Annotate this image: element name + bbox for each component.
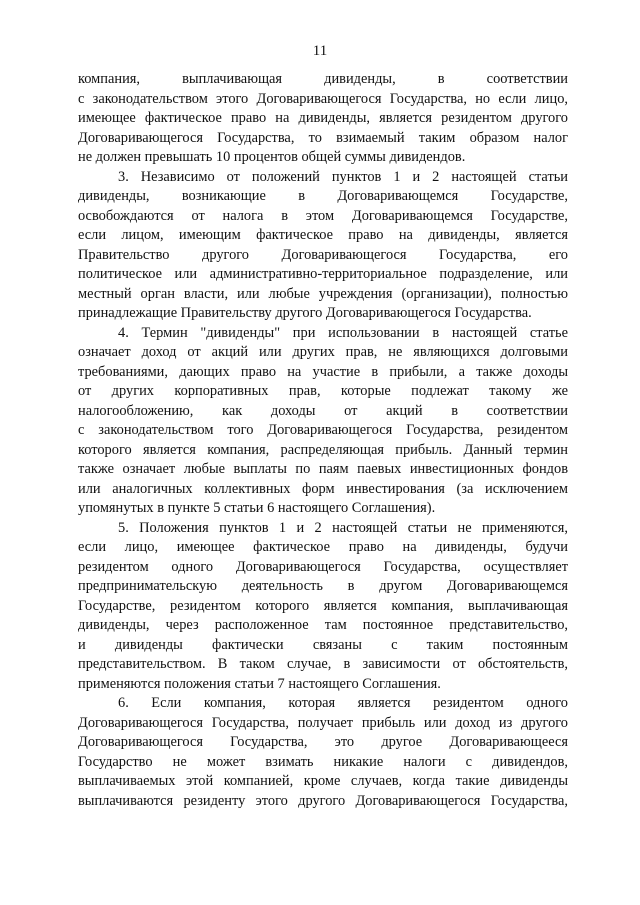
text-line: имеющее фактическое право на дивиденды, является резидентом другого — [78, 110, 568, 126]
text-line: дивиденды, через расположенное там постоянное представительство, — [78, 617, 568, 633]
text-line: если лицо, имеющее фактическое право на дивиденды, будучи — [78, 539, 568, 555]
text-line: применяются положения статьи 7 настоящего Соглашения. — [78, 675, 441, 692]
page-number: 11 — [312, 43, 328, 59]
text-line: если лицом, имеющим фактическое право на дивиденды, является — [78, 227, 568, 243]
text-line: 3. Независимо от положений пунктов 1 и 2 настоящей статьи — [118, 168, 568, 185]
text-line: также означает любые выплаты по паям паевых инвестиционных фондов — [78, 461, 568, 477]
paragraph-3 — [78, 168, 568, 324]
text-line: которого является компания, распределяющая прибыль. Данный термин — [78, 441, 568, 458]
text-line: Договаривающегося Государства, это другое Договаривающееся — [78, 734, 568, 750]
body-text — [78, 70, 568, 811]
paragraph-4 — [78, 324, 568, 519]
text-line: Правительство другого Договаривающегося Государства, его — [78, 246, 568, 263]
text-line: с законодательством того Договаривающегося Государства, резидентом — [78, 422, 568, 438]
text-line: освобождаются от налога в этом Договаривающемся Государстве, — [78, 207, 568, 224]
text-line: требованиями, дающих право на участие в прибыли, а также доходы — [78, 363, 568, 380]
text-line: или аналогичных коллективных форм инвестирования (за исключением — [78, 480, 568, 497]
text-line: 5. Положения пунктов 1 и 2 настоящей статьи не применяются, — [118, 519, 568, 536]
text-line: от других корпоративных прав, которые подлежат такому же — [78, 383, 568, 399]
text-line: Договаривающегося Государства, получает прибыль или доход из другого — [78, 714, 568, 731]
text-line: предпринимательскую деятельность в другом Договаривающемся — [78, 578, 568, 594]
paragraph-5 — [78, 519, 568, 695]
text-line: Государство не может взимать никакие налоги с дивидендов, — [78, 753, 568, 770]
text-line: выплачиваются резиденту этого другого Договаривающегося Государства, — [78, 792, 568, 809]
text-line: 4. Термин "дивиденды" при использовании в настоящей статье — [118, 324, 568, 341]
text-line: Государстве, резидентом которого является компания, выплачивающая — [78, 597, 568, 614]
text-line: резидентом одного Договаривающегося Государства, осуществляет — [78, 558, 568, 575]
text-line: упомянутых в пункте 5 статьи 6 настоящего Соглашения). — [78, 500, 436, 516]
text-line: представительством. В таком случае, в зависимости от обстоятельств, — [78, 656, 568, 672]
text-line: Договаривающегося Государства, то взимаемый таким образом налог — [78, 129, 568, 146]
text-line: 6. Если компания, которая является резидентом одного — [118, 695, 568, 711]
text-line: компания, выплачивающая дивиденды, в соответствии — [78, 71, 568, 87]
text-line: и дивиденды фактически связаны с таким постоянным — [78, 636, 568, 653]
paragraph-6 — [78, 694, 568, 811]
text-line: налогообложению, как доходы от акций в соответствии — [78, 402, 568, 419]
text-line: выплачиваемых этой компанией, кроме случаев, когда такие дивиденды — [78, 773, 568, 789]
text-line: с законодательством этого Договаривающегося Государства, но если лицо, — [78, 90, 568, 107]
text-line: принадлежащие Правительству другого Договаривающегося Государства. — [78, 305, 532, 321]
text-line: не должен превышать 10 процентов общей суммы дивидендов. — [78, 149, 466, 165]
text-line: означает доход от акций или других прав, не являющихся долговыми — [78, 344, 568, 360]
text-line: местный орган власти, или любые учреждения (организации), полностью — [78, 285, 568, 302]
text-line: дивиденды, возникающие в Договаривающемся Государстве, — [78, 188, 568, 204]
paragraph-continuation — [78, 70, 568, 168]
text-line: политическое или административно-территориальное подразделение, или — [78, 266, 568, 282]
